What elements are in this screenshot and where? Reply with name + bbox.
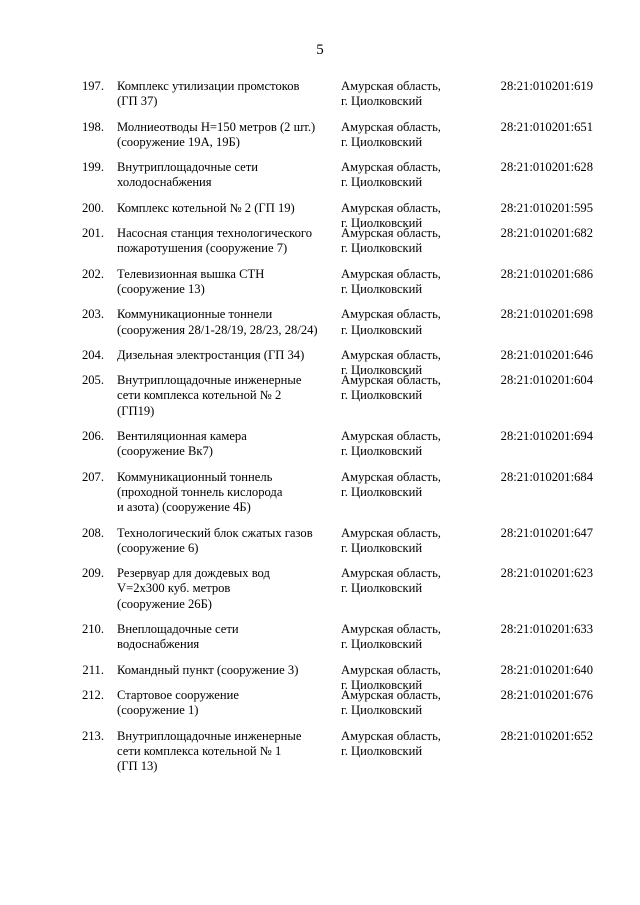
item-number: 206. [81, 429, 104, 444]
cadastral-number: 28:21:010201:684 [500, 469, 593, 484]
cadastral-number: 28:21:010201:694 [500, 429, 593, 444]
object-name-line: (сооружение Вк7) [117, 444, 213, 459]
address-line: Амурская область, [341, 266, 441, 281]
object-name-line: (ГП19) [117, 403, 155, 418]
address-line: г. Циолковский [341, 94, 423, 109]
object-name [117, 622, 337, 653]
object-name [117, 307, 337, 338]
address-line: Амурская область, [341, 119, 441, 134]
cadastral-number: 28:21:010201:676 [500, 687, 593, 702]
address-line: г. Циолковский [341, 444, 423, 459]
cadastral-number: 28:21:010201:652 [500, 728, 593, 743]
object-name-line: V=2x300 куб. метров [117, 581, 231, 596]
object-name-line: (сооружение 6) [117, 540, 199, 555]
item-number: 198. [81, 119, 104, 134]
cadastral-number: 28:21:010201:604 [500, 373, 593, 388]
object-name [117, 79, 337, 110]
object-name-line: (проходной тоннель кислорода [117, 484, 283, 499]
object-name [117, 226, 337, 257]
object-name [117, 160, 337, 191]
object-name-line: (сооружение 26Б) [117, 596, 213, 611]
cadastral-number: 28:21:010201:686 [500, 266, 593, 281]
address-line: г. Циолковский [341, 484, 423, 499]
cadastral-number: 28:21:010201:623 [500, 566, 593, 581]
object-address [341, 688, 459, 719]
list-item [0, 79, 640, 110]
item-number: 207. [81, 469, 104, 484]
cadastral-number: 28:21:010201:651 [500, 119, 593, 134]
item-number: 213. [81, 728, 104, 743]
object-name [117, 429, 337, 460]
list-item [0, 200, 640, 231]
cadastral-number: 28:21:010201:682 [500, 226, 593, 241]
cadastral-number: 28:21:010201:640 [500, 662, 593, 677]
object-name [117, 663, 337, 678]
address-line: г. Циолковский [341, 134, 423, 149]
object-address [341, 622, 459, 653]
address-line: Амурская область, [341, 160, 441, 175]
list-item [0, 662, 640, 692]
object-name-line: (ГП 37) [117, 94, 158, 109]
object-address [341, 79, 459, 110]
item-number: 202. [81, 266, 104, 281]
address-line: Амурская область, [341, 429, 441, 444]
object-address [341, 373, 459, 404]
item-number: 204. [81, 347, 104, 362]
address-line: г. Циолковский [341, 637, 423, 652]
address-line: Амурская область, [341, 728, 441, 743]
item-number: 201. [81, 226, 104, 241]
address-line: Амурская область, [341, 226, 441, 241]
object-name-line: (сооружения 28/1-28/19, 28/23, 28/24) [117, 322, 318, 337]
object-name-line: Вентиляционная камера [117, 429, 247, 444]
address-line: г. Циолковский [341, 388, 423, 403]
object-name-line: (ГП 13) [117, 759, 158, 774]
address-line: г. Циолковский [341, 241, 423, 256]
address-line: Амурская область, [341, 687, 441, 702]
cadastral-number: 28:21:010201:698 [500, 307, 593, 322]
object-name-line: Насосная станция технологического [117, 226, 313, 241]
address-line: г. Циолковский [341, 216, 423, 231]
list-item [0, 160, 640, 191]
address-line: г. Циолковский [341, 175, 423, 190]
object-name [117, 688, 337, 719]
object-address [341, 526, 459, 557]
object-name-line: Внутриплощадочные инженерные [117, 373, 302, 388]
object-name-line: Коммуникационные тоннели [117, 307, 273, 322]
object-name-line: водоснабжения [117, 637, 200, 652]
object-name [117, 348, 337, 363]
list-item [0, 470, 640, 516]
object-name [117, 470, 337, 516]
list-item [0, 622, 640, 653]
item-number: 199. [81, 160, 104, 175]
object-address [341, 160, 459, 191]
address-line: Амурская область, [341, 662, 441, 677]
object-name-line: Комплекс утилизации промстоков [117, 79, 300, 93]
object-name-line: и азота) (сооружение 4Б) [117, 500, 251, 515]
object-name [117, 267, 337, 298]
object-name-line: сети комплекса котельной № 1 [117, 743, 282, 758]
object-name-line: Внеплощадочные сети [117, 622, 239, 637]
object-name-line: Комплекс котельной № 2 (ГП 19) [117, 200, 295, 215]
address-line: Амурская область, [341, 622, 441, 637]
list-item [0, 226, 640, 257]
cadastral-number: 28:21:010201:628 [500, 160, 593, 175]
address-line: г. Циолковский [341, 363, 423, 378]
list-item [0, 429, 640, 460]
object-name-line: Внутриплощадочные сети [117, 160, 258, 175]
object-address [341, 267, 459, 298]
address-line: г. Циолковский [341, 677, 423, 692]
item-number: 197. [81, 79, 104, 93]
item-number: 210. [81, 622, 104, 637]
list-item [0, 526, 640, 557]
object-name-line: пожаротушения (сооружение 7) [117, 241, 288, 256]
list-item [0, 688, 640, 719]
address-line: Амурская область, [341, 307, 441, 322]
object-name [117, 120, 337, 151]
address-line: Амурская область, [341, 566, 441, 581]
object-name-line: Стартовое сооружение [117, 687, 239, 702]
object-address [341, 429, 459, 460]
address-line: г. Циолковский [341, 540, 423, 555]
object-name-line: Резервуар для дождевых вод [117, 566, 270, 581]
object-name [117, 526, 337, 557]
object-name-line: Технологический блок сжатых газов [117, 525, 313, 540]
object-name-line: Молниеотводы H=150 метров (2 шт.) [117, 119, 316, 134]
list-item [0, 373, 640, 419]
item-number: 205. [81, 373, 104, 388]
list-item [0, 307, 640, 338]
object-name-line: (сооружение 13) [117, 281, 205, 296]
object-address [341, 470, 459, 501]
object-name-line: Телевизионная вышка СТН [117, 266, 265, 281]
object-address [341, 120, 459, 151]
object-name [117, 729, 337, 775]
cadastral-number: 28:21:010201:595 [500, 200, 593, 215]
cadastral-number: 28:21:010201:646 [500, 347, 593, 362]
cadastral-number: 28:21:010201:633 [500, 622, 593, 637]
list-item [0, 120, 640, 151]
list-item [0, 347, 640, 378]
object-name [117, 566, 337, 612]
address-line: Амурская область, [341, 79, 441, 93]
list-item [0, 729, 640, 775]
item-number: 211. [82, 662, 104, 677]
object-address [341, 566, 459, 597]
object-name-line: Командный пункт (сооружение 3) [117, 662, 299, 677]
objects-list [0, 79, 640, 784]
object-address [341, 307, 459, 338]
address-line: Амурская область, [341, 469, 441, 484]
address-line: г. Циолковский [341, 703, 423, 718]
list-item [0, 267, 640, 298]
object-name-line: (сооружение 19А, 19Б) [117, 134, 240, 149]
object-name-line: Дизельная электростанция (ГП 34) [117, 347, 305, 362]
object-name-line: Внутриплощадочные инженерные [117, 728, 302, 743]
object-name-line: холодоснабжения [117, 175, 212, 190]
item-number: 208. [81, 525, 104, 540]
address-line: Амурская область, [341, 200, 441, 215]
address-line: г. Циолковский [341, 281, 423, 296]
object-name [117, 201, 337, 216]
list-item [0, 566, 640, 612]
address-line: г. Циолковский [341, 743, 423, 758]
cadastral-number: 28:21:010201:619 [500, 79, 593, 93]
object-address [341, 226, 459, 257]
address-line: Амурская область, [341, 373, 441, 388]
object-name-line: (сооружение 1) [117, 703, 199, 718]
object-name-line: сети комплекса котельной № 2 [117, 388, 282, 403]
address-line: г. Циолковский [341, 581, 423, 596]
cadastral-number: 28:21:010201:647 [500, 525, 593, 540]
item-number: 203. [81, 307, 104, 322]
item-number: 212. [81, 687, 104, 702]
page-number: 5 [316, 42, 324, 58]
address-line: Амурская область, [341, 525, 441, 540]
address-line: Амурская область, [341, 347, 441, 362]
item-number: 209. [81, 566, 104, 581]
item-number: 200. [81, 200, 104, 215]
object-name-line: Коммуникационный тоннель [117, 469, 273, 484]
address-line: г. Циолковский [341, 322, 423, 337]
object-name [117, 373, 337, 419]
object-address [341, 729, 459, 760]
